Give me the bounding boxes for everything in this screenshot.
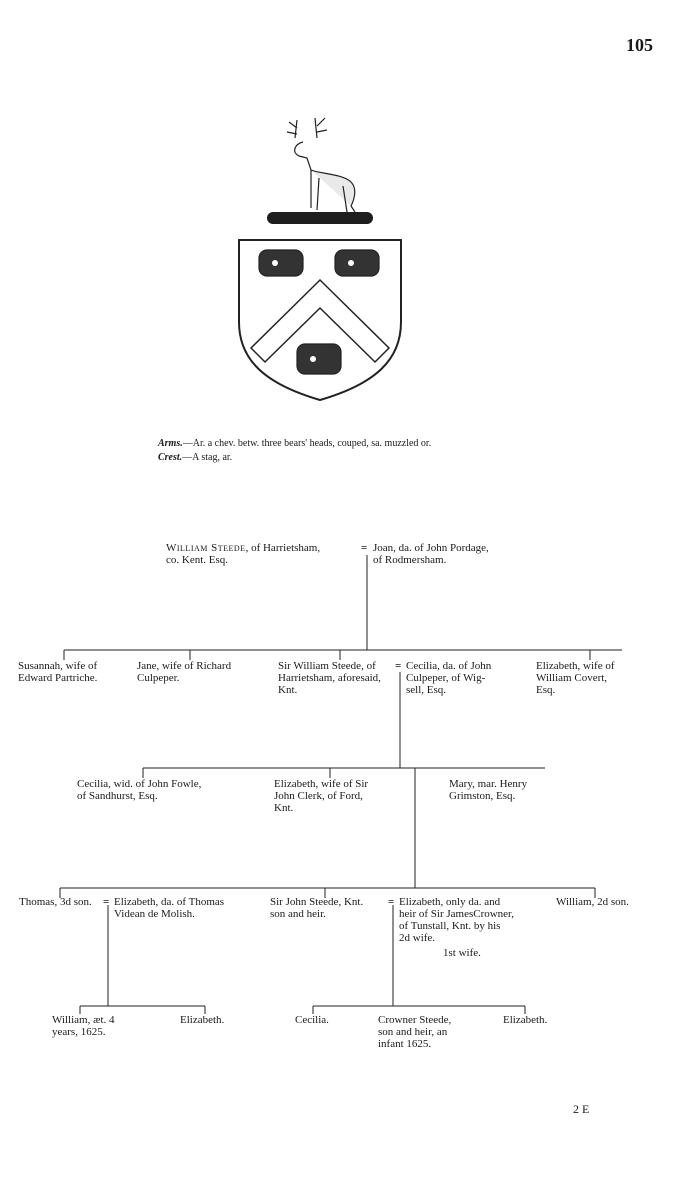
gen2-elizabeth-line1: Elizabeth, wife of	[536, 660, 615, 672]
gen4-john-line2: son and heir.	[270, 908, 326, 920]
gen2-susannah	[18, 660, 97, 684]
gen1-spouse-line1: Joan, da. of John Pordage,	[373, 542, 489, 554]
gen2-william	[278, 660, 381, 696]
arms-text: —Ar. a chev. betw. three bears' heads, couped, sa. muzzled or.	[182, 438, 432, 449]
gen4-john-wife	[399, 896, 514, 944]
gen4-thomas-wife-line2: Videan de Molish.	[114, 908, 195, 920]
gen5-william-line1: William, æt. 4	[52, 1014, 115, 1026]
gen2-jane-line2: Culpeper.	[137, 672, 180, 684]
gen2-cecilia-line3: sell, Esq.	[406, 684, 447, 696]
gen3-mary-line2: Grimston, Esq.	[449, 790, 516, 802]
gen4-thomas-wife-line1: Elizabeth, da. of Thomas	[114, 896, 225, 908]
gen2-william-line3: Knt.	[278, 684, 298, 696]
gen5-elizabeth-a: Elizabeth.	[180, 1014, 225, 1026]
gen2-cecilia-line2: Culpeper, of Wig-	[406, 672, 486, 684]
gen2-elizabeth-line2: William Covert,	[536, 672, 608, 684]
gen5-crowner-line3: infant 1625.	[378, 1038, 432, 1050]
gen4-thomas-marriage-sign: =	[103, 896, 110, 908]
gen2-jane	[137, 660, 231, 684]
gen5-crowner-line1: Crowner Steede,	[378, 1014, 452, 1026]
gen4-john-wife-line1: Elizabeth, only da. and	[399, 896, 501, 908]
gen3-elizabeth-line3: Knt.	[274, 802, 294, 814]
gen3-cecilia-line1: Cecilia, wid. of John Fowle,	[77, 778, 202, 790]
gen2-susannah-line1: Susannah, wife of	[18, 660, 98, 672]
gen4-john-marriage-sign: =	[388, 896, 395, 908]
gen2-elizabeth	[536, 660, 615, 696]
gen5-crowner-line2: son and heir, an	[378, 1026, 448, 1038]
gen2-marriage-sign: =	[395, 660, 402, 672]
gen2-susannah-line2: Edward Partriche.	[18, 672, 98, 684]
gen1-spouse	[373, 542, 489, 566]
gen4-john-wife-line3: of Tunstall, Knt. by his	[399, 920, 501, 932]
gen3-mary	[449, 778, 527, 802]
gen5-crowner	[378, 1014, 451, 1050]
gen4-john-line1: Sir John Steede, Knt.	[270, 896, 364, 908]
gen4-thomas: Thomas, 3d son.	[19, 896, 92, 908]
gen1-head-name: William Steede	[166, 542, 246, 554]
gen1-head	[166, 542, 320, 566]
gen4-john-wife-line2: heir of Sir JamesCrowner,	[399, 908, 515, 920]
gen3-cecilia-line2: of Sandhurst, Esq.	[77, 790, 158, 802]
gen4-john	[270, 896, 363, 920]
gen4-john-wife-line4: 2d wife.	[399, 932, 436, 944]
gen2-elizabeth-line3: Esq.	[536, 684, 556, 696]
gen4-first-wife: 1st wife.	[443, 947, 481, 959]
crest-text: —A stag, ar.	[182, 452, 233, 463]
gen3-elizabeth	[274, 778, 368, 814]
gen2-cecilia-line1: Cecilia, da. of John	[406, 660, 492, 672]
gen4-william: William, 2d son.	[556, 896, 629, 908]
gen2-william-line2: Harrietsham, aforesaid,	[278, 672, 381, 684]
crest-label: Crest.	[158, 452, 183, 463]
gen2-jane-line1: Jane, wife of Richard	[137, 660, 232, 672]
page-number: 105	[626, 35, 653, 55]
gen1-marriage-sign: =	[361, 542, 368, 554]
arms-label: Arms.	[158, 438, 183, 449]
gen3-mary-line1: Mary, mar. Henry	[449, 778, 528, 790]
gen1-head-line2: co. Kent. Esq.	[166, 554, 229, 566]
gen3-elizabeth-line1: Elizabeth, wife of Sir	[274, 778, 369, 790]
gen5-william	[52, 1014, 115, 1038]
gen1-spouse-line2: of Rodmersham.	[373, 554, 447, 566]
signature-mark: 2 E	[573, 1102, 590, 1116]
gen3-elizabeth-line2: John Clerk, of Ford,	[274, 790, 363, 802]
gen5-cecilia: Cecilia.	[295, 1014, 329, 1026]
gen5-william-line2: years, 1625.	[52, 1026, 106, 1038]
gen3-cecilia	[77, 778, 201, 802]
gen5-elizabeth-b: Elizabeth.	[503, 1014, 548, 1026]
gen1-head-rest: , of Harrietsham,	[245, 542, 321, 554]
gen4-thomas-wife	[114, 896, 224, 920]
gen2-cecilia	[406, 660, 491, 696]
gen2-william-line1: Sir William Steede, of	[278, 660, 376, 672]
